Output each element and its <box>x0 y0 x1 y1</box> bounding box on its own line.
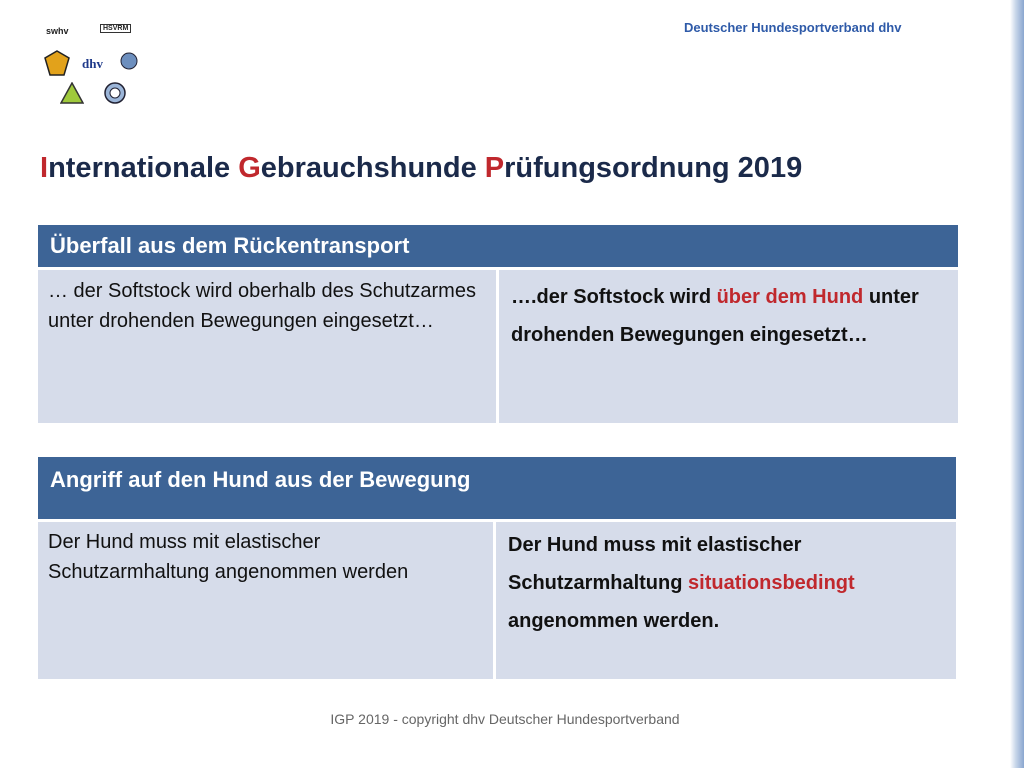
title-initial-i: I <box>40 152 49 184</box>
logo-swhv: swhv <box>46 26 69 36</box>
new-rule-text <box>499 270 958 423</box>
old-rule-text: … der Softstock wird oberhalb des Schutzarmes unter drohenden Bewegungen eingesetzt… <box>38 270 496 423</box>
title-word-2: ebrauchshunde <box>260 152 485 184</box>
section-heading: Überfall aus dem Rückentransport <box>38 225 958 267</box>
new-rule-text-part: ….der Softstock wird <box>511 286 717 308</box>
badge-logo-icon <box>120 52 138 70</box>
shield-logo-icon <box>44 50 70 76</box>
section-angriff <box>38 457 956 679</box>
right-decorative-bar <box>1010 0 1024 768</box>
new-rule-text-part: unter drohenden Bewegungen eingesetzt… <box>511 286 919 346</box>
round-logo-icon <box>104 82 126 104</box>
page-title <box>40 152 802 185</box>
title-word-3: rüfungsordnung 2019 <box>504 152 803 184</box>
new-rule-highlight: über dem Hund <box>716 286 864 308</box>
section-heading: Angriff auf den Hund aus der Bewegung <box>38 457 956 519</box>
title-initial-g: G <box>238 152 261 184</box>
org-name: Deutscher Hundesportverband dhv <box>684 20 902 35</box>
new-rule-highlight: situationsbedingt <box>688 572 855 594</box>
title-word-1: nternationale <box>48 152 239 184</box>
new-rule-text-part: Der Hund muss mit elastischer Schutzarmhaltung <box>508 534 802 594</box>
triangle-logo-icon <box>60 82 84 104</box>
title-initial-p: P <box>484 152 505 184</box>
old-rule-text: Der Hund muss mit elastischer Schutzarmhaltung angenommen werden <box>38 522 493 679</box>
new-rule-text <box>496 522 956 679</box>
footer-copyright: IGP 2019 - copyright dhv Deutscher Hundesportverband <box>330 711 680 727</box>
logo-hsvrm: HSVRM <box>100 24 131 33</box>
section-ueberfall <box>38 225 958 425</box>
logo-dhv: dhv <box>82 56 103 71</box>
logo-cluster <box>38 20 148 110</box>
new-rule-text-part: angenommen werden. <box>508 610 720 632</box>
